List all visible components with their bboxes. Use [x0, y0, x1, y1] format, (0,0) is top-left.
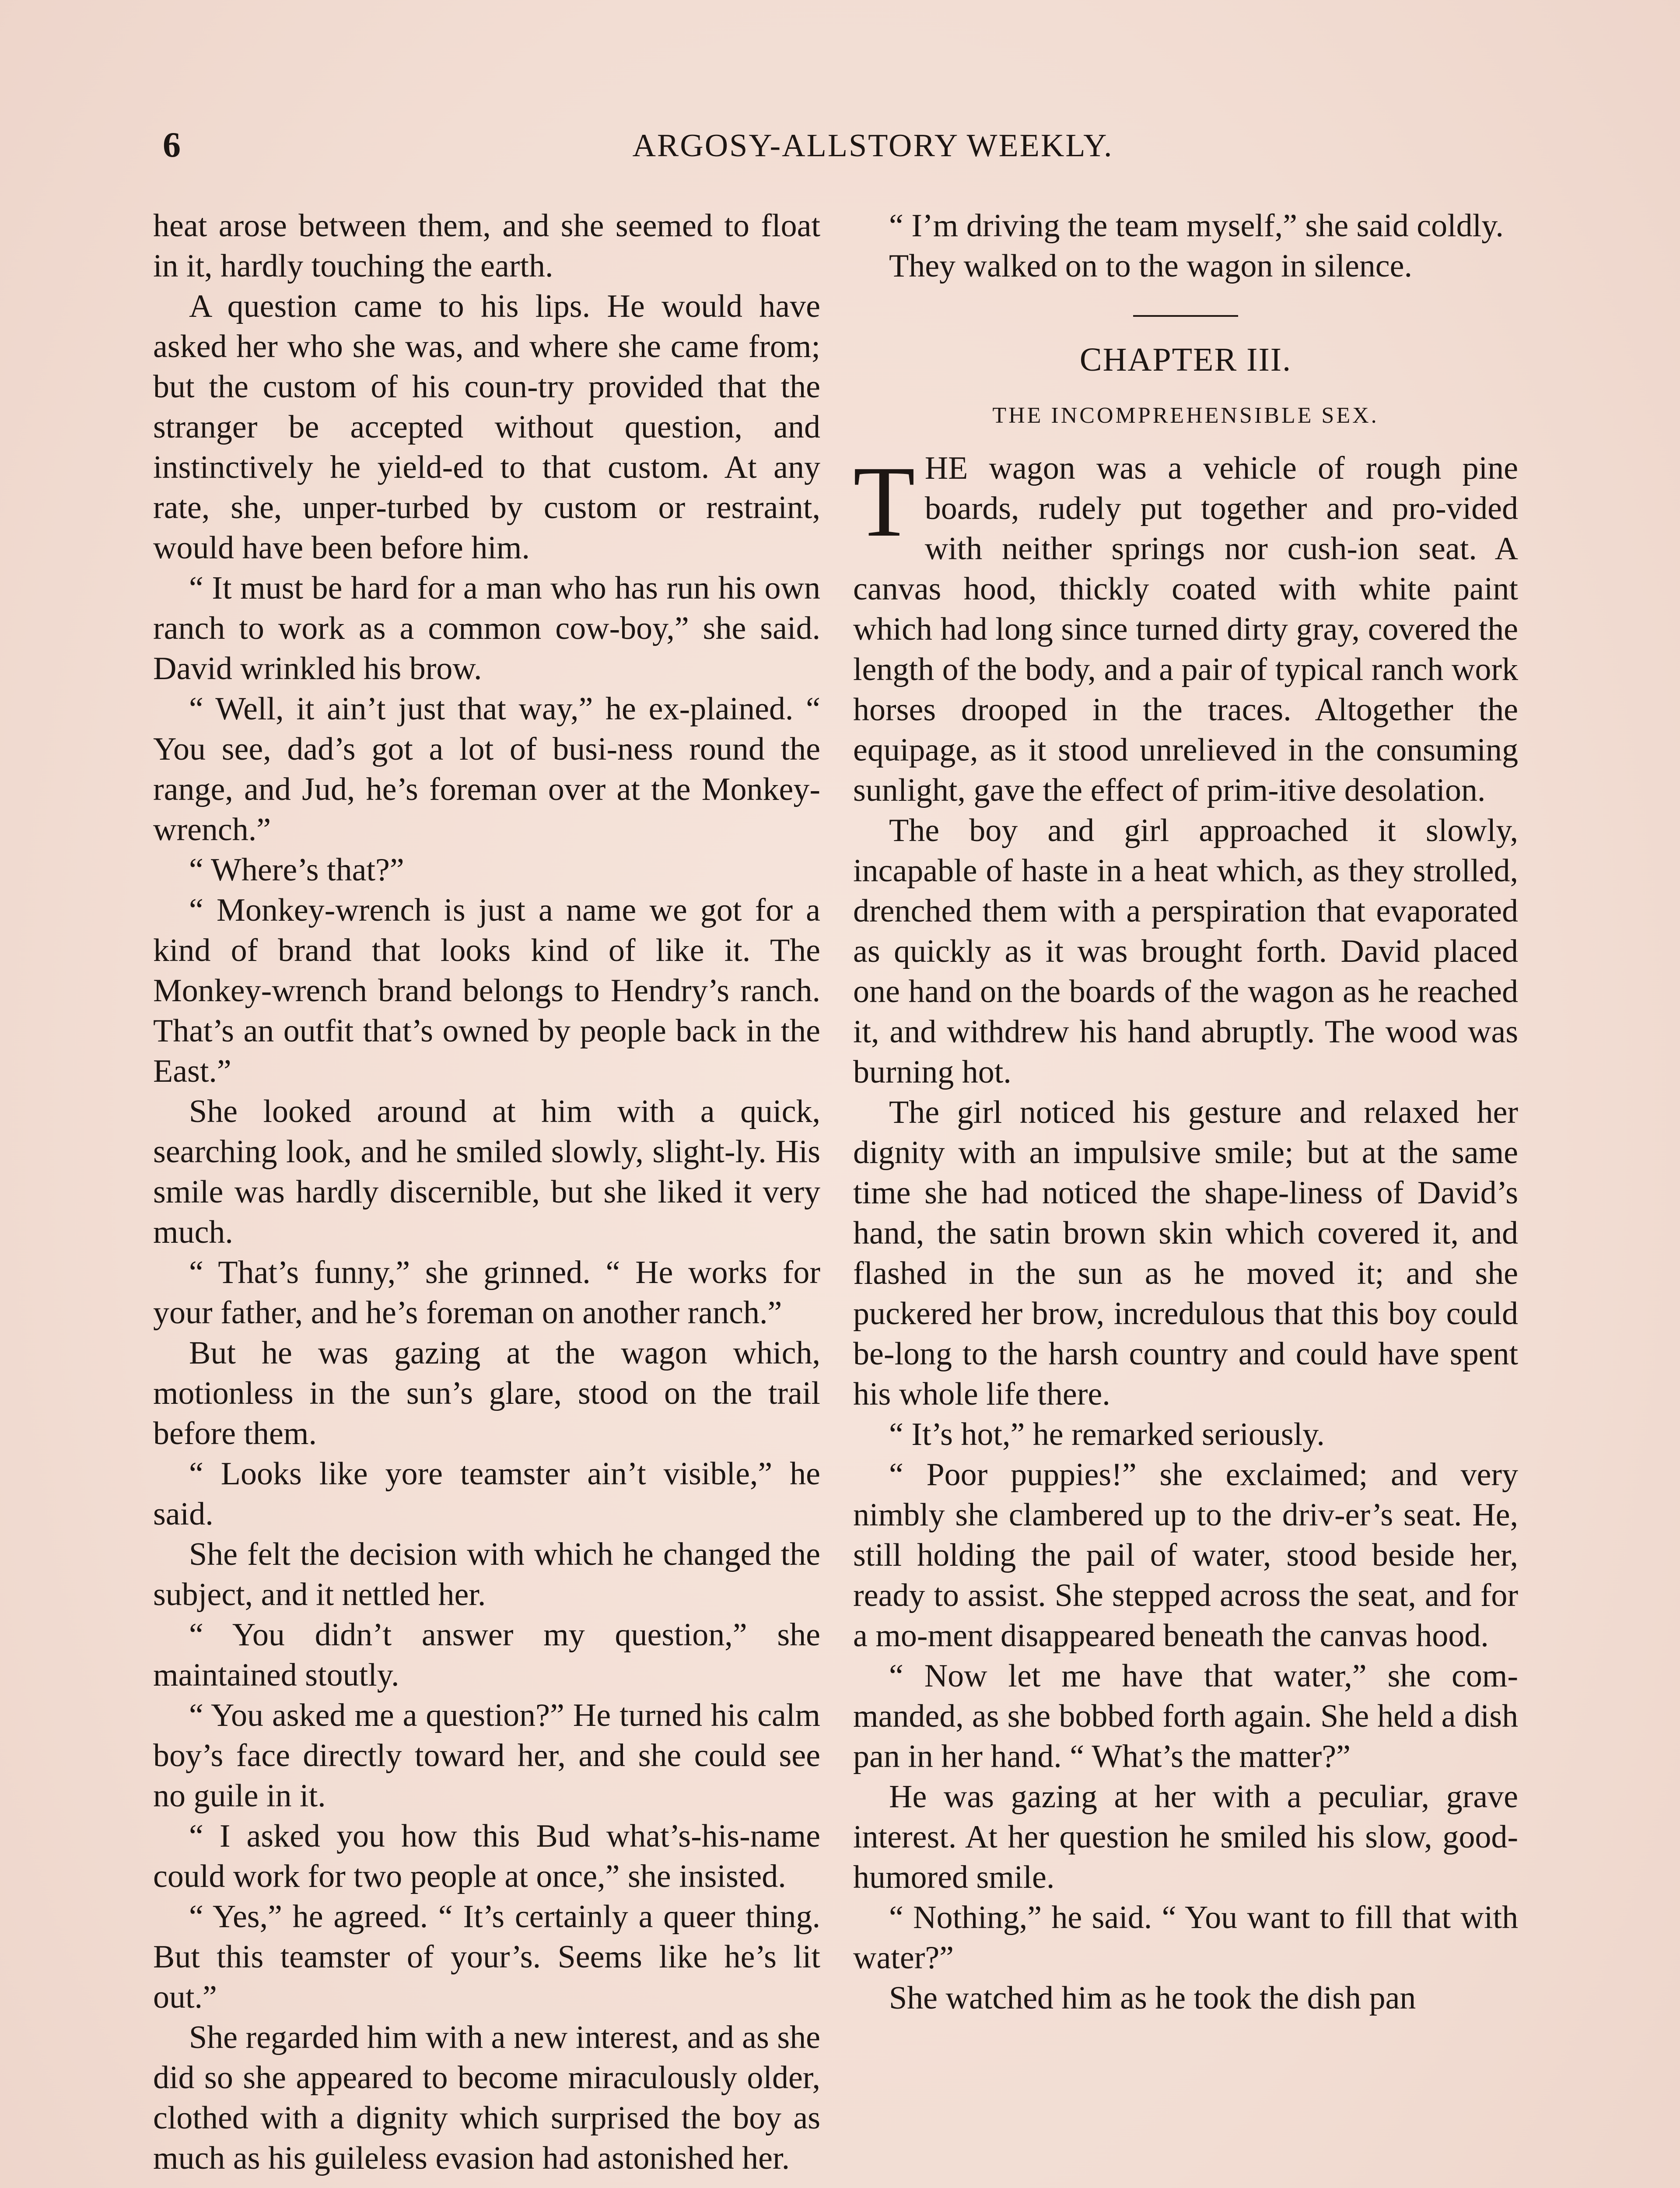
paragraph: He was gazing at her with a peculiar, grave interest. At her question he smiled his slow, good-humored smile. [853, 1779, 1518, 1895]
paragraph: The girl noticed his gesture and relaxed her dignity with an impulsive smile; but at the same time she had noticed the shape-liness of David’s hand, the satin brown skin which covered it, and flashed in the sun as he moved it; and she puckered her brow, incredulous that this boy could be-long to the harsh country and could have spent his whole life there. [853, 1094, 1518, 1412]
paragraph: “ Well, it ain’t just that way,” he ex-plained. “ You see, dad’s got a lot of busi-ness round the range, and Jud, he’s foreman over at the Monkey-wrench.” [153, 691, 820, 848]
page-number: 6 [163, 125, 181, 165]
paragraph: “ I asked you how this Bud what’s-his-name could work for two people at once,” she insisted. [153, 1818, 820, 1894]
paragraph: “ It’s hot,” he remarked seriously. [889, 1417, 1325, 1452]
paragraph: “ That’s funny,” she grinned. “ He works for your father, and he’s foreman on another ranch.” [153, 1255, 820, 1331]
paragraph: “ Now let me have that water,” she com-manded, as she bobbed forth again. She held a dish pan in her hand. “ What’s the matter?” [853, 1658, 1518, 1774]
paragraph-text: HE wagon was a vehicle of rough pine boards, rudely put together and pro-vided with neither springs nor cush-ion seat. A canvas hood, thickly coated with white paint which had long since turned dirty gray, covered the length of the body, and a pair of typical ranch work horses drooped in the traces. Altogether the equipage, as it stood unrelieved in the consuming sunlight, gave the effect of prim-itive desolation. [853, 450, 1518, 808]
paragraph: She watched him as he took the dish pan [889, 1980, 1416, 2016]
paragraph: “ Nothing,” he said. “ You want to fill that with water?” [853, 1900, 1518, 1976]
paragraph: “ Yes,” he agreed. “ It’s certainly a queer thing. But this teamster of your’s. Seems like he’s lit out.” [153, 1899, 820, 2015]
chapter-opening-paragraph [853, 445, 1518, 810]
chapter-title: CHAPTER III. [1079, 341, 1292, 378]
paragraph: “ Poor puppies!” she exclaimed; and very nimbly she clambered up to the driv-er’s seat. He, still holding the pail of water, stood beside her, ready to assist. She stepped across the seat, and for a mo-ment disappeared beneath the canvas hood. [853, 1457, 1518, 1654]
section-divider [1133, 315, 1238, 317]
running-title: ARGOSY-ALLSTORY WEEKLY. [632, 128, 1113, 164]
chapter-subtitle: THE INCOMPREHENSIBLE SEX. [992, 403, 1379, 428]
paragraph: But he was gazing at the wagon which, motionless in the sun’s glare, stood on the trail before them. [153, 1335, 820, 1452]
paragraph: She regarded him with a new interest, and as she did so she appeared to become miraculously older, clothed with a dignity which surprised the boy as much as his guileless evasion had astonished her. [153, 2020, 820, 2176]
paragraph: “ Where’s that?” [189, 852, 404, 888]
paragraph: “ Monkey-wrench is just a name we got for a kind of brand that looks kind of like it. The Monkey-wrench brand belongs to Hendry’s ranch. That’s an outfit that’s owned by people back in the East.” [153, 892, 820, 1089]
paragraph: “ You didn’t answer my question,” she maintained stoutly. [153, 1617, 820, 1693]
left-column [153, 206, 820, 2178]
paragraph: She looked around at him with a quick, searching look, and he smiled slowly, slight-ly. His smile was hardly discernible, but she liked it very much. [153, 1094, 820, 1250]
paragraph: “ It must be hard for a man who has run his own ranch to work as a common cow-boy,” she said. David wrinkled his brow. [153, 570, 820, 687]
paragraph: She felt the decision with which he changed the subject, and it nettled her. [153, 1536, 820, 1613]
paragraph: heat arose between them, and she seemed to float in it, hardly touching the earth. [153, 208, 820, 284]
paragraph: A question came to his lips. He would have asked her who she was, and where she came from; but the custom of his coun-try provided that the stranger be accepted without question, and instinctively he yield-ed to that custom. At any rate, she, unper-turbed by custom or restraint, would have been before him. [153, 288, 820, 566]
paragraph: “ Looks like yore teamster ain’t visible,” he said. [153, 1456, 820, 1532]
drop-cap: T [853, 445, 915, 558]
paragraph: They walked on to the wagon in silence. [889, 248, 1412, 284]
right-column [853, 206, 1518, 2018]
paragraph: “ You asked me a question?” He turned his calm boy’s face directly toward her, and she could see no guile in it. [153, 1697, 820, 1814]
paragraph: The boy and girl approached it slowly, incapable of haste in a heat which, as they strolled, drenched them with a perspiration that evaporated as quickly as it was brought forth. David placed one hand on the boards of the wagon as he reached it, and withdrew his hand abruptly. The wood was burning hot. [853, 813, 1518, 1090]
paragraph: “ I’m driving the team myself,” she said coldly. [889, 208, 1504, 244]
